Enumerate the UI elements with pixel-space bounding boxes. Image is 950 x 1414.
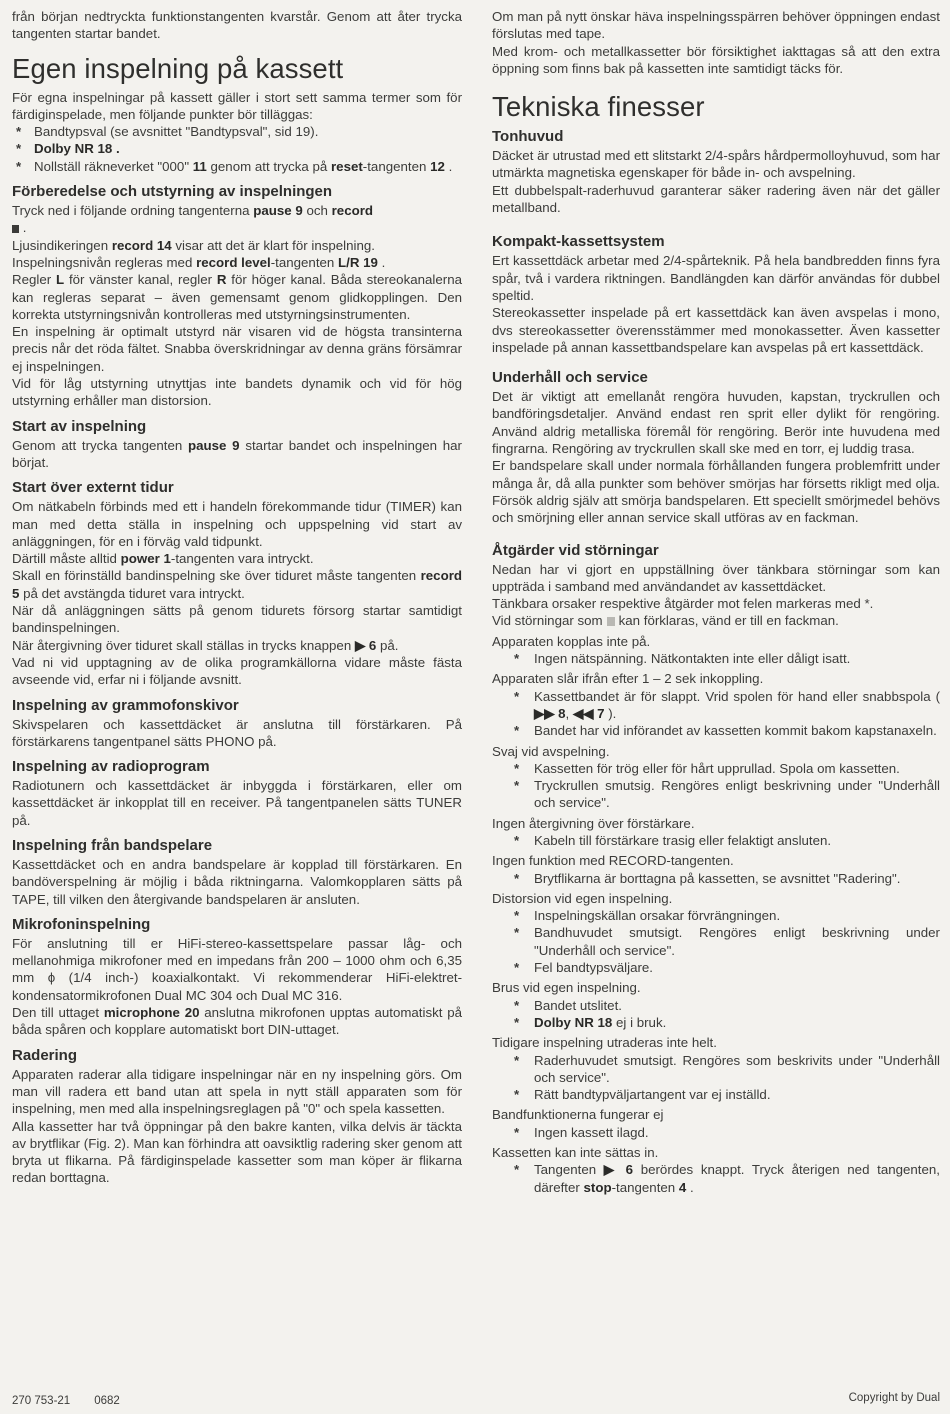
grammofon-text: Skivspelaren och kassettdäcket är anslutna till förstärkaren. På förstärkarens tangentpanel sätts PHONO på. — [12, 716, 462, 749]
mikrofon-text-1: För anslutning till er HiFi-stereo-kassettspelare passar låg- och mellanohmiga mikrofoner med en impedans från 200 – 1000 ohm och 6,35 mm ϕ (1/4 inch-) koaxialkontakt. Vi rekommenderar HiFi-elektret-kondensatormikrofonen Dual MC 304 och Dual MC 316. — [12, 935, 462, 1003]
heading-atgarder: Åtgärder vid störningar — [492, 541, 659, 559]
heading-bandspelare: Inspelning från bandspelare — [12, 836, 213, 854]
footer-copyright: Copyright by Dual — [848, 1392, 940, 1404]
cause-6-3: * Fel bandtypsväljare. — [492, 959, 940, 976]
timer-text-6: Vad ni vid upptagning av de olika programkällorna vidare måste fästa avseende vid, erfar ni i följande avsnitt. — [12, 654, 462, 688]
right-column — [492, 8, 940, 1196]
timer-text-3: Skall en förinställd bandinspelning ske över tiduret måste tangenten record 5 på det avstängda tiduret vara intryckt. — [12, 568, 462, 601]
radering-text-2: Alla kassetter har två öppningar på den bakre kanten, vilka delvis är täckta av brytflikar (Fig. 2). Man kan förhindra att oavsiktlig radering sker genom att bryta ut flikarna. På färdiginspelade kassetter som man köper är flikarna redan borttagna. — [12, 1118, 462, 1186]
problem-5: Ingen funktion med RECORD-tangenten. — [492, 853, 734, 869]
cause-2-1: * Kassettbandet är för slappt. Vrid spolen för hand eller snabbspola ( ▶▶ 8, ◀◀ 7 ). — [492, 688, 940, 723]
section-title-tekniska: Tekniska finesser — [492, 91, 705, 123]
footer-code — [12, 1395, 144, 1407]
section-title-egen-inspelning: Egen inspelning på kassett — [12, 52, 344, 84]
marker-square-icon — [607, 617, 615, 626]
timer-text-4: När då anläggningen sätts på genom tidurets försorg startar samtidigt bandinspelningen. — [12, 603, 462, 636]
cause-8-1: * Raderhuvudet smutsigt. Rengöres som beskrivits under "Underhåll och service". — [492, 1052, 940, 1087]
cause-2-2: * Bandet har vid införandet av kassetten kommit bakom kapstanaxeln. — [492, 722, 940, 739]
problem-6: Distorsion vid egen inspelning. — [492, 890, 673, 906]
problem-4: Ingen återgivning över förstärkare. — [492, 815, 695, 831]
spärr-text-1: Om man på nytt önskar häva inspelningsspärren behöver öppningen endast förslutas med tape. — [492, 9, 940, 42]
problem-9: Bandfunktionerna fungerar ej — [492, 1107, 664, 1123]
atgarder-text-2: Tänkbara orsaker respektive åtgärder mot felen markeras med *. — [492, 596, 874, 612]
cause-7-2: * Dolby NR 18 ej i bruk. — [492, 1014, 940, 1031]
heading-start: Start av inspelning — [12, 417, 147, 435]
timer-text-1: Om nätkabeln förbinds med ett i handeln förekommande tidur (TIMER) kan man med detta ställa in inspelning och uppspelning vid start av anläggningen, för en i förväg vald tidpunkt. — [12, 499, 462, 549]
section-intro: För egna inspelningar på kassett gäller i stort sett samma termer som för färdiginspelade, men följande punkter bör tilläggas: — [12, 89, 462, 122]
intro-text: från början nedtryckta funktionstangenten kvarstår. Genom att åter trycka tangenten startar bandet. — [12, 9, 462, 42]
cause-6-2: * Bandhuvudet smutsigt. Rengöres enligt beskrivning under "Underhåll och service". — [492, 924, 940, 959]
cause-6-1: * Inspelningskällan orsakar förvrängningen. — [492, 907, 940, 924]
tonhuvud-text-2: Ett dubbelspalt-raderhuvud garanterar säker radering även när det gäller metallband. — [492, 182, 940, 216]
prep-text-4: Regler L för vänster kanal, regler R för höger kanal. Båda stereokanalerna kan regleras separat – även gemensamt genom glidkopplingen. Den korrekta utstyrningsnivån kontrolleras med utstyrningsinstrumenten. — [12, 272, 462, 322]
heading-radering: Radering — [12, 1046, 78, 1064]
atgarder-text-3: Vid störningar som kan förklaras, vänd er till en fackman. — [492, 613, 839, 629]
problem-2: Apparaten slår ifrån efter 1 – 2 sek inkoppling. — [492, 671, 764, 687]
cause-5-1: * Brytflikarna är borttagna på kassetten, se avsnittet "Radering". — [492, 870, 940, 887]
heading-mikrofon: Mikrofoninspelning — [12, 915, 151, 933]
prep-text-3: Inspelningsnivån regleras med record level-tangenten L/R 19 . — [12, 254, 386, 270]
heading-forberedelse: Förberedelse och utstyrning av inspelningen — [12, 183, 333, 201]
heading-timer: Start över externt tidur — [12, 479, 174, 497]
bullet-nollstall: * Nollställ räkneverket "000" 11 genom att trycka på reset-tangenten 12 . — [12, 158, 462, 175]
problem-8: Tidigare inspelning utraderas inte helt. — [492, 1035, 717, 1051]
left-column — [12, 8, 462, 1187]
footer-date-code: 0682 — [94, 1395, 120, 1407]
problem-10: Kassetten kan inte sättas in. — [492, 1145, 659, 1161]
kompakt-text-2: Stereokassetter inspelade på ert kassettdäck kan även avspelas i mono, dvs stereokassetter överensstämmer med monokassetter. Även kassetter inspelade på annan kassettbandspelare kan avspelas på ert kassettdäck. — [492, 305, 940, 355]
prep-text-6: Vid för låg utstyrning utnyttjas inte bandets dynamik och vid för hög utstyrning erhåller man distorsion. — [12, 376, 462, 409]
cause-3-2: * Tryckrullen smutsig. Rengöres enligt beskrivning under "Underhåll och service". — [492, 777, 940, 812]
record-square-icon — [12, 225, 19, 233]
cause-7-1: * Bandet utslitet. — [492, 997, 940, 1014]
heading-underhall: Underhåll och service — [492, 369, 648, 387]
heading-kompakt: Kompakt-kassettsystem — [492, 233, 665, 251]
heading-grammofon: Inspelning av grammofonskivor — [12, 696, 239, 714]
cause-8-2: * Rätt bandtypväljartangent var ej inställd. — [492, 1086, 940, 1103]
bandspelare-text: Kassettdäcket och en andra bandspelare är kopplad till förstärkaren. En bandöverspelning är möjlig i båda riktningarna. Valomkopplaren sätts på TAPE, till vilken den återgivande bandspelaren är ansluten. — [12, 856, 462, 907]
cause-4-1: * Kabeln till förstärkare trasig eller felaktigt ansluten. — [492, 832, 940, 849]
footer-part-number: 270 753-21 — [12, 1395, 71, 1407]
cause-1-1: * Ingen nätspänning. Nätkontakten inte eller dåligt isatt. — [492, 650, 940, 667]
bullet-dolby: * Dolby NR 18 . — [12, 140, 462, 157]
atgarder-text-1: Nedan har vi gjort en uppställning över tänkbara störningar som kan uppträda i samband med användandet av kassettdäcket. — [492, 561, 940, 594]
heading-radio: Inspelning av radioprogram — [12, 758, 210, 776]
cause-3-1: * Kassetten för trög eller för hårt upprullad. Spola om kassetten. — [492, 760, 940, 777]
timer-text-2: Därtill måste alltid power 1-tangenten vara intryckt. — [12, 551, 314, 567]
start-text: Genom att trycka tangenten pause 9 startar bandet och inspelningen har börjat. — [12, 437, 462, 470]
timer-text-5: När återgivning över tiduret skall ställas in trycks knappen ▶ 6 på. — [12, 637, 399, 653]
kompakt-text-1: Ert kassettdäck arbetar med 2/4-spårteknik. På hela bandbredden finns fyra spår, två i vardera riktningen. Bandlängden kan därför användas för dubbel speltid. — [492, 253, 940, 303]
bullet-bandtypsval: * Bandtypsval (se avsnittet "Bandtypsval", sid 19). — [12, 123, 462, 140]
underhall-text-1: Det är viktigt att emellanåt rengöra huvuden, kapstan, tryckrullen och bandföringsdetaljer. Använd endast ren sprit eller dylikt för rengöring. Använd aldrig metalliska föremål för rengöring. Berör inte huvudena med fingrarna. Rengöring av tryckrullen skall ske med en torr, ej luddig trasa. — [492, 389, 940, 457]
tonhuvud-text-1: Däcket är utrustad med ett slitstarkt 2/4-spårs hårdpermolloyhuvud, som har utmärkta magnetiska egenskaper för både in- och avspelning. — [492, 148, 940, 181]
prep-text-2: Ljusindikeringen record 14 visar att det är klart för inspelning. — [12, 237, 375, 253]
problem-7: Brus vid egen inspelning. — [492, 980, 641, 996]
problem-1: Apparaten kopplas inte på. — [492, 633, 651, 649]
prep-text-5: En inspelning är optimalt utstyrd när visaren vid de högsta transinterna precis når det röda fältet. Snabba överskridningar av denna gräns försämrar ej inspelningen. — [12, 324, 462, 374]
underhall-text-2: Er bandspelare skall under normala förhållanden fungera problemfritt under många år, då alla punkter som behöver smörjas har försetts rikligt med olja. Försök aldrig själv att smörja bandspelaren. Ett speciellt smörjmedel behövs och smörjning eller annan service skall utföras av en fackman. — [492, 458, 940, 526]
radering-text-1: Apparaten raderar alla tidigare inspelningar när en ny inspelning görs. Om man vill radera ett band utan att spela in nytt ställ apparaten som för inspelning, men med alla inspelningsreglagen på "0" och spela kassetten. — [12, 1066, 462, 1117]
prep-text-1: Tryck ned i följande ordning tangenterna pause 9 och record . — [12, 203, 374, 236]
mikrofon-text-2: Den till uttaget microphone 20 anslutna mikrofonen upptas automatiskt på båda spåren och kopplare automatiskt bort DIN-uttaget. — [12, 1005, 462, 1038]
radio-text: Radiotunern och kassettdäcket är inbyggda i förstärkaren, eller om kassettdäcket är inkopplat till en receiver. På tangentpanelen sätts TUNER på. — [12, 778, 462, 828]
cause-10-1: * Tangenten ▶ 6 berördes knappt. Tryck återigen ned tangenten, därefter stop-tangenten 4 . — [492, 1161, 940, 1196]
spärr-text-2: Med krom- och metallkassetter bör försiktighet iakttagas så att den extra öppning som finns bak på kassetten inte samtidigt täcks för. — [492, 43, 940, 76]
heading-tonhuvud: Tonhuvud — [492, 128, 564, 146]
problem-3: Svaj vid avspelning. — [492, 743, 610, 759]
cause-9-1: * Ingen kassett ilagd. — [492, 1124, 940, 1141]
